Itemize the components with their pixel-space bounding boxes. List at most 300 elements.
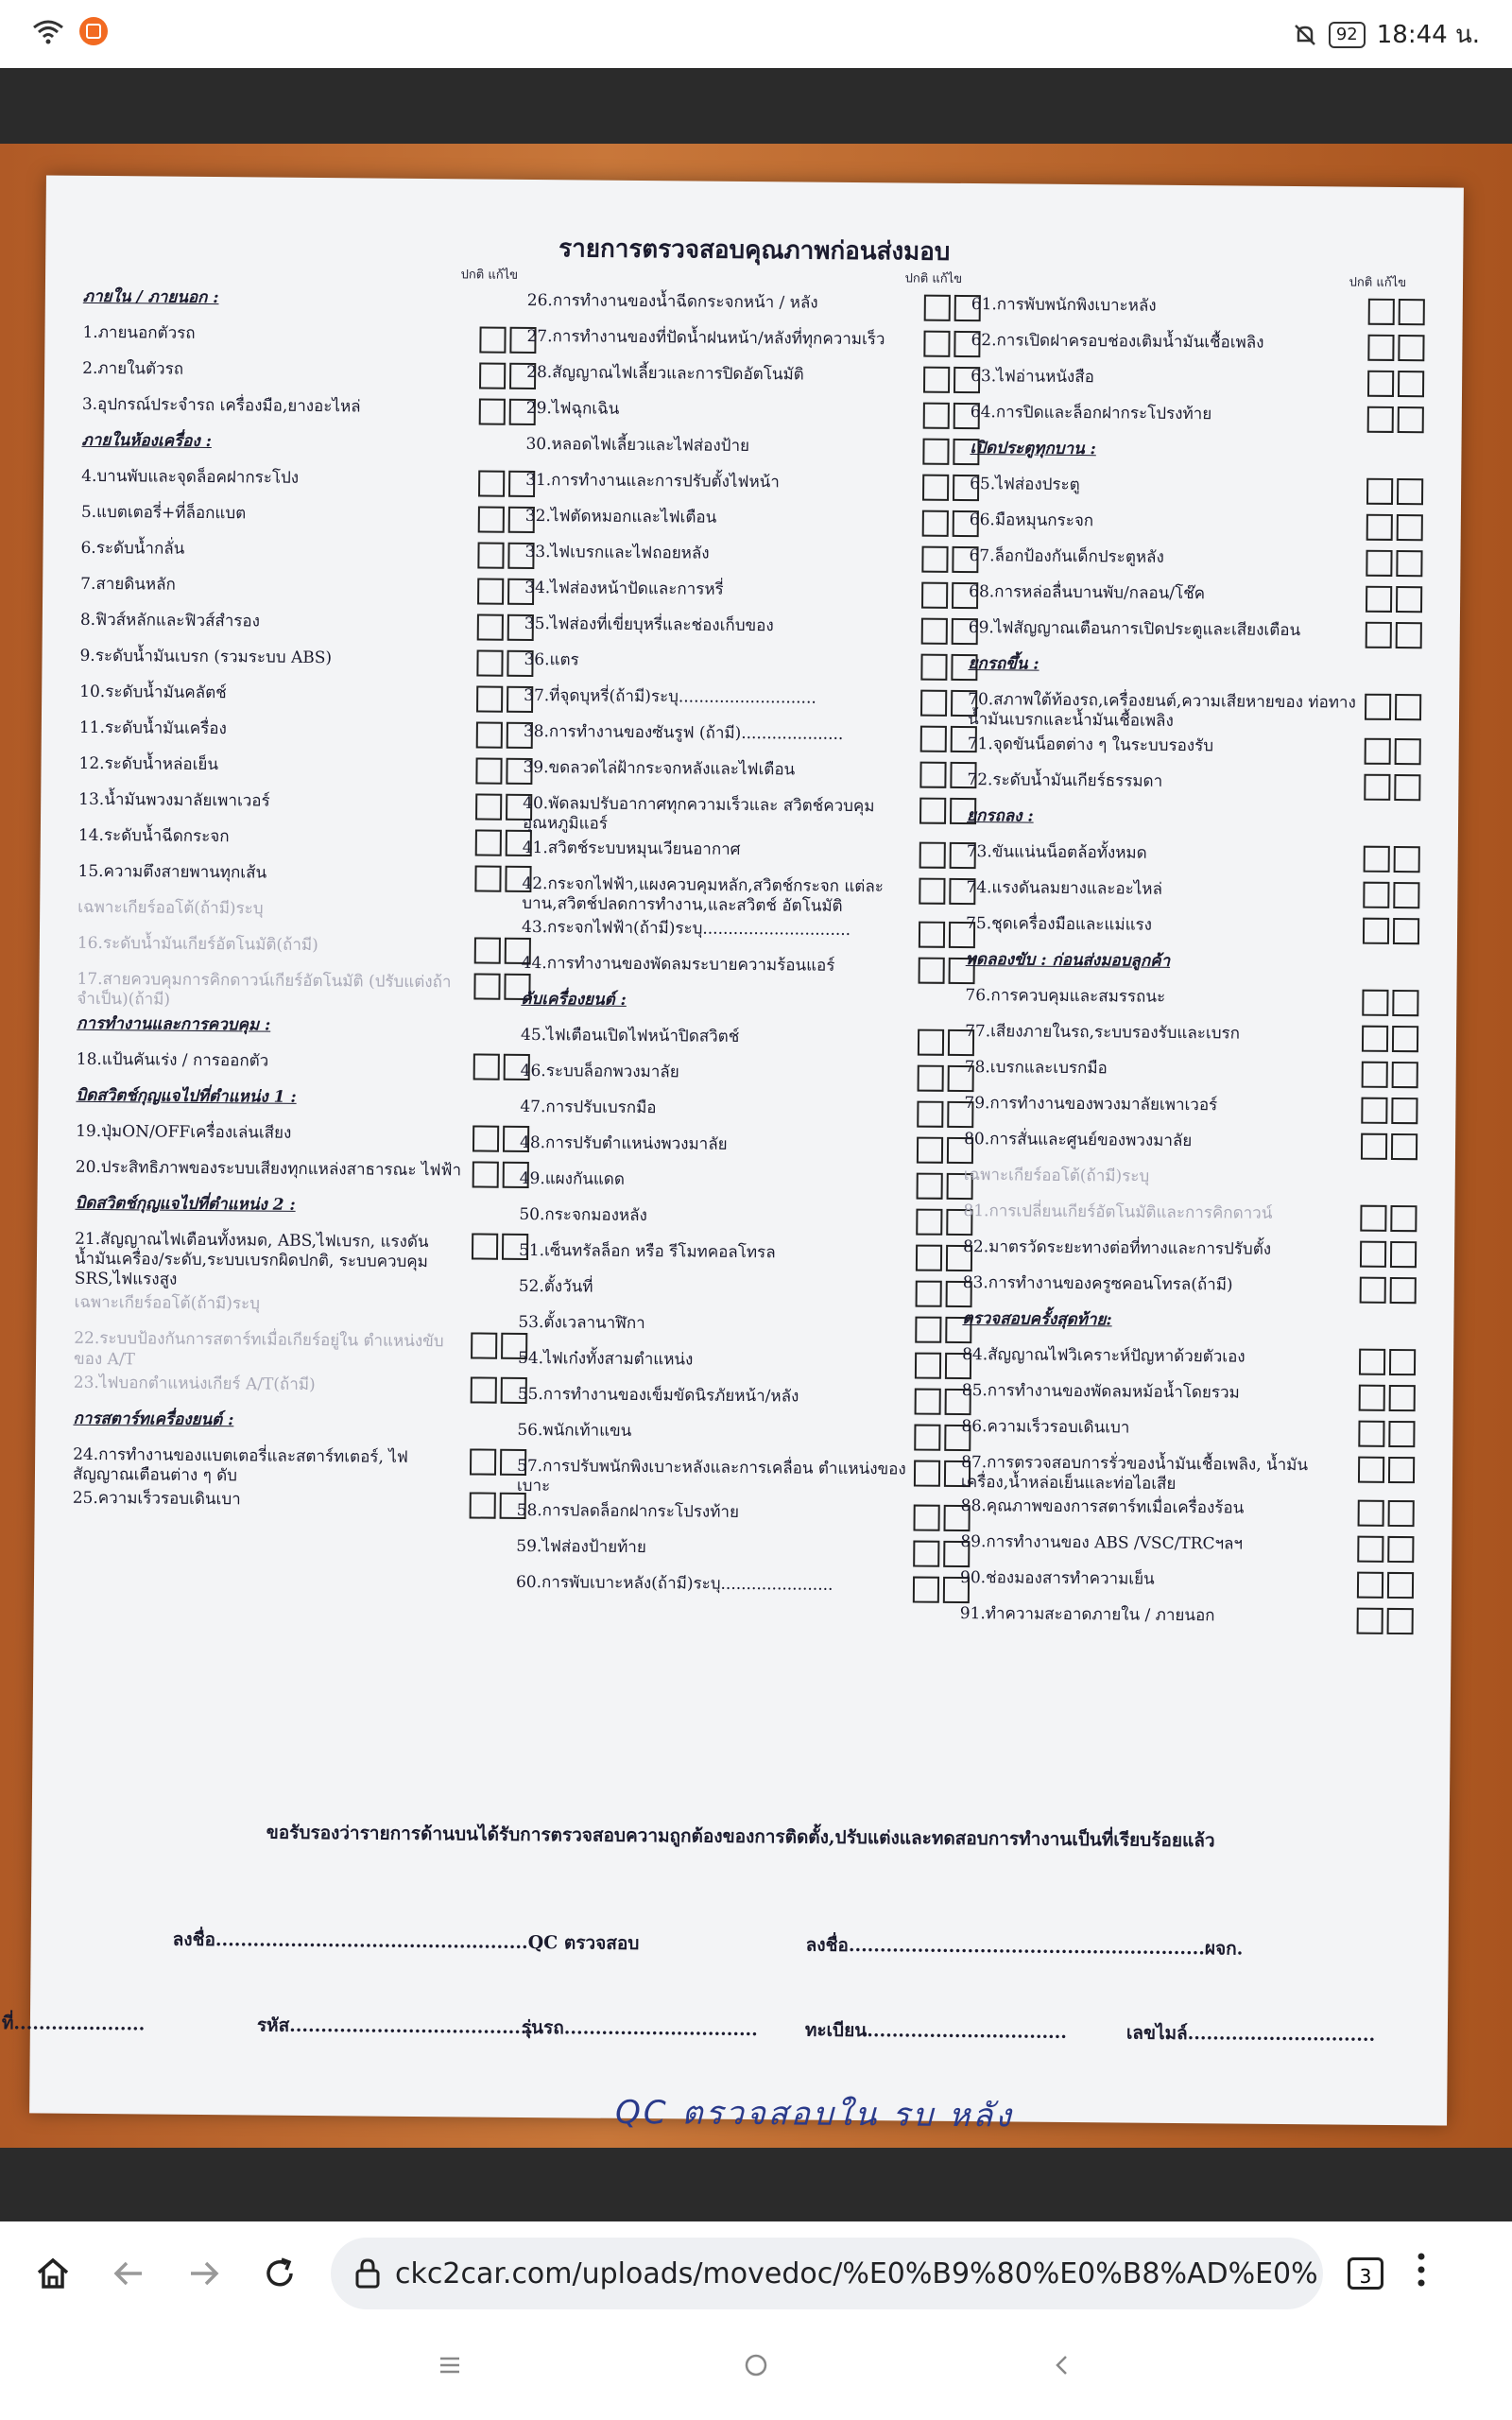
- checkbox-normal: [1367, 335, 1394, 361]
- checklist-item-label: 55.การทำงานของเข็มขัดนิรภัยหน้า/หลัง: [517, 1384, 799, 1407]
- checklist-row: [518, 1383, 971, 1423]
- checkbox-normal: [473, 1053, 500, 1080]
- checklist-row: [971, 365, 1424, 405]
- checkbox-fix: [1395, 694, 1421, 720]
- checklist-item-label: 66.มือหมุนกระจก: [969, 510, 1094, 531]
- checkbox-fix: [1397, 514, 1423, 541]
- checklist-row: [523, 792, 976, 840]
- checklist-row: [965, 984, 1418, 1024]
- checklist-item-label: 80.การสั่นและศูนย์ของพวงมาลัย: [964, 1129, 1193, 1150]
- section-heading: [83, 285, 537, 325]
- checkbox-pair: [1367, 371, 1424, 398]
- checklist-row: [522, 916, 975, 956]
- checklist-item-label: 6.ระดับน้ำกลั่น: [80, 538, 185, 559]
- checkbox-normal: [1364, 845, 1390, 872]
- checklist-item-label: 88.คุณภาพของการสตาร์ทเมื่อเครื่องร้อน: [960, 1495, 1245, 1518]
- checklist-item-label: เฉพาะเกียร์ออโต้(ถ้ามี)ระบุ: [77, 897, 264, 919]
- detail-code: รหัส.......................................: [256, 2014, 534, 2039]
- back-chevron-icon[interactable]: [1049, 2352, 1075, 2378]
- checklist-item-label: 14.ระดับน้ำฉีดกระจก: [77, 825, 230, 847]
- vehicle-detail-line: [1, 2009, 1448, 2046]
- checklist-row: [520, 1060, 973, 1099]
- checkbox-pair: [1359, 1384, 1416, 1411]
- checklist-row: [525, 505, 979, 544]
- checklist-row: [81, 465, 535, 505]
- checklist-item-label: 9.ระดับน้ำมันเบรก (รวมระบบ ABS): [79, 646, 333, 668]
- checklist-row: [524, 541, 978, 580]
- checkbox-pair: [1366, 550, 1422, 578]
- checkbox-normal: [1362, 1025, 1388, 1051]
- checkbox-normal: [921, 618, 948, 645]
- checkbox-normal: [475, 793, 502, 820]
- checklist-row: [961, 1450, 1415, 1498]
- checklist-item-label: 23.ไฟบอกตำแหน่งเกียร์ A/T(ถ้ามี): [73, 1373, 316, 1394]
- checkbox-normal: [924, 295, 951, 321]
- checklist-item-label: การทำงานและการควบคุม :: [77, 1013, 271, 1035]
- checklist-item-label: ทดลองขับ : ก่อนส่งมอบลูกค้า: [965, 949, 1171, 971]
- checkbox-fix: [1390, 1276, 1417, 1303]
- checklist-row: [968, 733, 1421, 772]
- checkbox-fix: [1392, 1061, 1418, 1087]
- checkbox-normal: [1357, 1572, 1383, 1599]
- checklist-item-label: 32.ไฟตัดหมอกและไฟเตือน: [524, 506, 717, 527]
- checklist-row: [82, 393, 536, 433]
- checkbox-pair: [1362, 1061, 1418, 1088]
- checkbox-fix: [1387, 1572, 1414, 1599]
- back-icon[interactable]: [98, 2243, 159, 2304]
- checkbox-pair: [1364, 845, 1420, 873]
- checklist-row: [519, 1275, 972, 1315]
- checklist-item-label: 59.ไฟส่องป้ายท้าย: [516, 1536, 646, 1557]
- checkbox-normal: [479, 398, 506, 424]
- detail-model: รุ่นรถ...............................: [521, 2016, 758, 2041]
- checklist-item-label: 46.ระบบล็อกพวงมาลัย: [520, 1061, 679, 1082]
- reload-icon[interactable]: [249, 2243, 310, 2304]
- checkbox-normal: [1364, 773, 1390, 800]
- checkbox-fix: [1387, 1608, 1414, 1634]
- checkbox-normal: [477, 614, 504, 640]
- checklist-row: [971, 293, 1425, 333]
- checklist-row: [524, 720, 977, 760]
- checkbox-normal: [923, 331, 950, 357]
- checkbox-normal: [1358, 1420, 1384, 1446]
- checkbox-normal: [1360, 1276, 1386, 1303]
- section-heading: [75, 1191, 528, 1231]
- checklist-item-label: ภายในห้องเครื่อง :: [81, 430, 212, 452]
- checklist-item-label: 7.สายดินหลัก: [80, 574, 176, 595]
- address-bar[interactable]: [331, 2238, 1323, 2309]
- checkbox-pair: [1358, 1456, 1415, 1483]
- checklist-item-label: 3.อุปกรณ์ประจำรถ เครื่องมือ,ยางอะไหล่: [81, 394, 361, 417]
- checklist-item-label: 45.ไฟเตือนเปิดไฟหน้าปิดสวิตช์: [520, 1025, 740, 1046]
- checklist-row: [971, 329, 1424, 369]
- image-viewer[interactable]: [0, 68, 1512, 2221]
- checklist-item-label: การสตาร์ทเครื่องยนต์ :: [73, 1409, 234, 1430]
- checklist-item-label: 25.ความเร็วรอบเดินเบา: [72, 1489, 241, 1510]
- handwritten-note: QC ตรวจสอบใน รบ หลัง: [614, 2093, 1014, 2135]
- checkbox-normal: [1366, 514, 1393, 541]
- checklist-row: [518, 1347, 971, 1387]
- checklist-item-label: 60.การพับเบาะหลัง(ถ้ามี)ระบุ......................: [515, 1572, 833, 1595]
- checkbox-fix: [1398, 371, 1424, 397]
- checklist-row: [77, 1047, 530, 1087]
- checklist-row: [82, 357, 536, 397]
- checkbox-pair: [1360, 1276, 1417, 1304]
- section-heading: [968, 652, 1421, 692]
- tabs-icon[interactable]: 3: [1348, 2257, 1383, 2290]
- checklist-item-label: 47.การปรับเบรกมือ: [520, 1097, 657, 1118]
- checkbox-normal: [475, 829, 502, 856]
- checklist-row: [964, 1128, 1418, 1167]
- checkbox-normal: [1365, 694, 1391, 720]
- checkbox-normal: [471, 1333, 497, 1359]
- checkbox-normal: [1366, 550, 1392, 577]
- checkbox-pair: [1357, 1572, 1414, 1599]
- checklist-row: [73, 1487, 526, 1527]
- checklist-item-label: 53.ตั้งเวลานาฬิกา: [518, 1312, 645, 1334]
- url-text[interactable]: ckc2car.com/uploads/movedoc/%E0%B9%80%E0%B8%AD%E0%: [395, 2256, 1318, 2290]
- section-heading: [967, 804, 1420, 844]
- checklist-item-label: 72.ระดับน้ำมันเกียร์ธรรมดา: [967, 769, 1163, 791]
- checklist-item-label: 17.สายควบคุมการคิกดาวน์เกียร์อัตโนมัติ (ปรับแต่งถ้าจำเป็น)(ถ้ามี): [77, 969, 452, 1010]
- checkbox-normal: [922, 439, 949, 465]
- menu-icon[interactable]: [1416, 2251, 1427, 2297]
- checkbox-normal: [915, 1317, 941, 1343]
- column-header: ปกติ แก้ไข: [1349, 275, 1407, 291]
- checkbox-pair: [1360, 1240, 1417, 1268]
- checkbox-normal: [922, 475, 949, 501]
- checkbox-normal: [1359, 1384, 1385, 1410]
- checkbox-fix: [1398, 406, 1424, 433]
- checklist-item-label: 54.ไฟเก๋งทั้งสามตำแหน่ง: [517, 1348, 694, 1370]
- checklist-item-label: 18.แป้นคันเร่ง / การออกตัว: [76, 1049, 269, 1071]
- checkbox-pair: [1363, 917, 1419, 944]
- checkbox-normal: [917, 1101, 943, 1128]
- checklist-item-label: 85.การทำงานของพัดลมหม้อน้ำโดยรวม: [961, 1380, 1240, 1403]
- checkbox-normal: [917, 1137, 943, 1164]
- checklist-row: [517, 1419, 971, 1459]
- checklist-item-label: 74.แรงดันลมยางและอะไหล่: [966, 877, 1163, 899]
- checkbox-normal: [1362, 989, 1388, 1015]
- checklist-item-label: 90.ช่องมองสารทำความเย็น: [959, 1567, 1155, 1589]
- checklist-item-label: 34.ไฟส่องหน้าปัดและการหรี่: [524, 578, 724, 599]
- forward-icon[interactable]: [174, 2243, 234, 2304]
- checklist-row: [79, 681, 533, 720]
- checklist-row: [78, 788, 532, 828]
- checkbox-fix: [1392, 989, 1418, 1015]
- checklist-item-label: ตรวจสอบครั้งสุดท้าย:: [962, 1308, 1112, 1329]
- checkbox-fix: [1393, 917, 1419, 943]
- section-heading: [76, 1083, 529, 1123]
- checkbox-fix: [1392, 1025, 1418, 1051]
- checkbox-pair: [1361, 1097, 1418, 1124]
- checklist-item-label: 65.ไฟส่องประตู: [970, 475, 1080, 495]
- checklist-item-label: 62.การเปิดฝาครอบช่องเติมน้ำมันเชื้อเพลิง: [971, 331, 1264, 353]
- checklist-item-label: 76.การควบคุมและสมรรถนะ: [965, 985, 1166, 1007]
- checkbox-normal: [913, 1576, 939, 1602]
- lock-icon[interactable]: [353, 2257, 382, 2290]
- checklist-item-label: 81.การเปลี่ยนเกียร์อัตโนมัติและการคิกดาวน์: [963, 1201, 1273, 1223]
- checkbox-normal: [916, 1281, 942, 1307]
- checklist-item-label: ภายใน / ภายนอก :: [82, 286, 219, 308]
- checkbox-normal: [1357, 1608, 1383, 1634]
- checkbox-normal: [1366, 478, 1393, 505]
- checklist-row: [964, 1092, 1418, 1132]
- checklist-row: [516, 1570, 970, 1610]
- manager-signature-line: ลงชื่อ.........................................................ผจก.: [805, 1934, 1244, 1960]
- checklist-row: [77, 860, 531, 900]
- checkbox-normal: [472, 1233, 498, 1259]
- checklist-item-label: 82.มาตรวัดระยะทางต่อที่ทางและการปรับตั้ง: [963, 1236, 1272, 1259]
- checklist-row: [75, 1227, 529, 1295]
- checklist-item-label: 57.การปรับพนักพิงเบาะหลังและการเคลื่อน ตำแหน่งของเบาะ: [516, 1456, 906, 1496]
- checkbox-normal: [1366, 622, 1392, 648]
- checklist-item-label: เฉพาะเกียร์ออโต้(ถ้ามี)ระบุ: [74, 1293, 261, 1314]
- checkbox-normal: [478, 506, 505, 532]
- checkbox-normal: [913, 1540, 939, 1566]
- checkbox-normal: [1361, 1097, 1387, 1123]
- wifi-question-icon: [32, 18, 64, 44]
- checklist-item-label: 21.สัญญาณไฟเตือนทั้งหมด, ABS,ไฟเบรก, แรงดันน้ำมันเครื่อง/ระดับ,ระบบเบรกผิดปกติ, ระบบควบคุม SRS,ไฟแรงสูง: [74, 1229, 429, 1289]
- column-header: ปกติ แก้ไข: [460, 268, 519, 283]
- checklist-row: [971, 401, 1424, 441]
- checkbox-pair: [1359, 1348, 1416, 1375]
- checklist-row: [80, 537, 534, 577]
- checkbox-normal: [1368, 299, 1395, 325]
- checkbox-normal: [474, 937, 501, 963]
- checklist-row: [967, 769, 1420, 808]
- checkbox-normal: [479, 363, 506, 389]
- section-heading: [81, 429, 535, 469]
- checklist-row: [81, 501, 535, 541]
- home-icon[interactable]: [23, 2243, 83, 2304]
- checklist-item-label: 41.สวิตช์ระบบหมุนเวียนอากาศ: [522, 838, 741, 859]
- checklist-row: [525, 469, 979, 509]
- checklist-row: [521, 952, 974, 992]
- checkbox-normal: [920, 690, 947, 717]
- checklist-row: [523, 836, 976, 875]
- checkbox-fix: [1390, 1204, 1417, 1231]
- checklist-row: [970, 473, 1423, 512]
- checklist-item-label: 64.การปิดและล็อกฝากระโปรงท้าย: [970, 403, 1212, 424]
- checklist-row: [966, 876, 1419, 916]
- checklist-item-label: 8.ฟิวส์หลักและฟิวส์สำรอง: [79, 610, 261, 631]
- checklist-row: [526, 397, 980, 437]
- battery-icon: 92: [1329, 22, 1366, 48]
- checklist-item-label: บิดสวิตช์กุญแจไปที่ตำแหน่ง 2 :: [75, 1193, 296, 1215]
- checklist-item-label: 36.แตร: [524, 649, 579, 670]
- checklist-item-label: 78.เบรกและเบรกมือ: [964, 1057, 1108, 1078]
- checkbox-pair: [1362, 1025, 1418, 1052]
- checkbox-fix: [1398, 335, 1424, 361]
- checkbox-normal: [919, 922, 945, 948]
- checklist-row: [520, 1096, 973, 1135]
- checkbox-pair: [1366, 586, 1422, 614]
- checkbox-fix: [1396, 622, 1422, 648]
- checklist-item-label: 44.การทำงานของพัดลมระบายความร้อนแอร์: [521, 953, 835, 976]
- checklist-row: [74, 1372, 527, 1411]
- checklist-item-label: 24.การทำงานของแบตเตอรี่และสตาร์ทเตอร์, ไฟสัญญาณเตือนต่าง ๆ ดับ: [72, 1444, 408, 1486]
- checklist-row: [77, 896, 531, 936]
- checklist-item-label: 30.หลอดไฟเลี้ยวและไฟส่องป้าย: [525, 434, 750, 456]
- checklist-item-label: 33.ไฟเบรกและไฟถอยหลัง: [524, 542, 710, 563]
- checkbox-normal: [477, 578, 504, 604]
- checkbox-normal: [472, 1161, 499, 1187]
- checkbox-fix: [1388, 1420, 1415, 1446]
- browser-toolbar: [0, 2221, 1512, 2325]
- notification-icon: [79, 17, 108, 45]
- document-title: รายการตรวจสอบคุณภาพก่อนส่งมอบ: [558, 234, 951, 267]
- checklist-row: [76, 1119, 529, 1159]
- checkbox-fix: [1388, 1456, 1415, 1482]
- checkbox-fix: [1394, 845, 1420, 872]
- checklist-row: [73, 1443, 526, 1492]
- section-heading: [521, 988, 974, 1028]
- system-navigation-bar: [0, 2325, 1512, 2420]
- checkbox-fix: [1390, 1240, 1417, 1267]
- checklist-item-label: 39.ขดลวดไล่ฝ้ากระจกหลังและไฟเตือน: [523, 757, 796, 780]
- checkbox-pair: [1365, 737, 1421, 765]
- checklist-row: [519, 1239, 972, 1279]
- checkbox-pair: [1366, 514, 1423, 542]
- checkbox-fix: [1388, 1500, 1415, 1527]
- checkbox-normal: [914, 1425, 940, 1451]
- checkbox-fix: [1391, 1132, 1418, 1159]
- checklist-row: [522, 872, 975, 920]
- checkbox-pair: [1358, 1500, 1415, 1528]
- checklist-row: [520, 1132, 973, 1171]
- checkbox-normal: [920, 654, 947, 681]
- checkbox-normal: [1366, 586, 1392, 613]
- checkbox-pair: [1367, 406, 1424, 434]
- checklist-row: [963, 1236, 1417, 1275]
- checklist-item-label: 84.สัญญาณไฟวิเคราะห์ปัญหาด้วยตัวเอง: [962, 1344, 1246, 1367]
- checkbox-normal: [914, 1461, 940, 1487]
- checkbox-normal: [1367, 371, 1394, 397]
- detail-mileage: เลขไมล์..............................: [1125, 2022, 1376, 2046]
- checklist-row: [77, 932, 531, 972]
- checklist-item-label: 1.ภายนอกตัวรถ: [82, 322, 196, 343]
- checklist-row: [82, 321, 536, 361]
- checklist-row: [969, 544, 1422, 584]
- checkbox-pair: [1362, 989, 1418, 1016]
- checklist-row: [521, 1024, 974, 1063]
- checkbox-fix: [1389, 1348, 1416, 1374]
- checklist-row: [970, 509, 1423, 548]
- checkbox-normal: [918, 1065, 944, 1092]
- checklist-row: [965, 1056, 1418, 1096]
- checklist-row: [963, 1200, 1417, 1239]
- checklist-item-label: 56.พนักเท้าแขน: [517, 1420, 632, 1441]
- checkbox-normal: [919, 841, 946, 868]
- checklist-item-label: ดับเครื่องยนต์ :: [521, 989, 627, 1010]
- status-bar: [0, 0, 1512, 68]
- checklist-item-label: 50.กระจกมองหลัง: [519, 1204, 647, 1226]
- checklist-item-label: 79.การทำงานของพวงมาลัยเพาเวอร์: [964, 1093, 1218, 1115]
- checklist-item-label: 52.ตั้งวันที่: [518, 1276, 593, 1297]
- checkbox-normal: [471, 1376, 497, 1403]
- checklist-row: [961, 1495, 1415, 1534]
- checklist-item-label: เฉพาะเกียร์ออโต้(ถ้ามี)ระบุ: [963, 1165, 1150, 1186]
- checklist-item-label: 4.บานพับและจุดล็อคฝากระโปง: [81, 466, 300, 488]
- checkbox-fix: [1394, 773, 1420, 800]
- checkbox-normal: [473, 973, 500, 999]
- checklist-row: [966, 912, 1419, 952]
- checkbox-normal: [472, 1125, 499, 1151]
- checkbox-normal: [477, 542, 504, 568]
- checkbox-pair: [1358, 1420, 1415, 1447]
- checklist-item-label: 16.ระดับน้ำมันเกียร์อัตโนมัติ(ถ้ามี): [77, 933, 318, 956]
- checklist-item-label: 27.การทำงานของที่ปัดน้ำฝนหน้า/หลังที่ทุกความเร็ว: [526, 326, 885, 350]
- checkbox-normal: [475, 757, 502, 784]
- checkbox-pair: [1366, 622, 1422, 649]
- checklist-item-label: 26.การทำงานของน้ำฉีดกระจกหน้า / หลัง: [526, 290, 818, 313]
- checklist-item-label: 15.ความตึงสายพานทุกเส้น: [77, 861, 267, 883]
- checklist-row: [524, 648, 977, 688]
- checklist-row: [526, 325, 980, 365]
- checklist-row: [520, 1167, 973, 1207]
- checkbox-fix: [1396, 586, 1422, 613]
- checklist-paper: [1, 175, 1464, 2135]
- checklist-item-label: 51.เซ็นทรัลล็อก หรือ รีโมทคอลโทรล: [518, 1240, 776, 1263]
- checklist-item-label: 63.ไฟอ่านหนังสือ: [971, 367, 1094, 388]
- checkbox-fix: [1396, 550, 1422, 577]
- checklist-item-label: 89.การทำงานของ ABS /VSC/TRCฯลฯ: [960, 1531, 1244, 1554]
- checkbox-normal: [479, 327, 506, 354]
- checkbox-normal: [919, 958, 945, 984]
- checkbox-normal: [1363, 917, 1389, 943]
- checklist-item-label: 20.ประสิทธิภาพของระบบเสียงทุกแหล่งสาธารณะ ไฟฟ้า: [75, 1157, 462, 1180]
- checkbox-normal: [922, 510, 949, 537]
- checklist-item-label: 83.การทำงานของครูซคอนโทรล(ถ้ามี): [962, 1272, 1233, 1294]
- checkbox-fix: [1389, 1384, 1416, 1410]
- checklist-item-label: ยกรถขึ้น :: [968, 654, 1040, 674]
- section-heading: [970, 437, 1423, 476]
- checklist-row: [968, 688, 1421, 736]
- checklist-item-label: 61.การพับพนักพิงเบาะหลัง: [971, 295, 1157, 316]
- checkbox-normal: [1358, 1456, 1384, 1482]
- certification-text: ขอรับรองว่ารายการด้านบนได้รับการตรวจสอบความถูกต้องของการติดตั้ง,ปรับแต่งและทดสอบการทำงานเป็นที่เรียบร้อยแล้ว: [266, 1822, 1215, 1852]
- checkbox-normal: [919, 798, 946, 824]
- checklist-item-label: 40.พัดลมปรับอากาศทุกความเร็วและ สวิตช์ควบคุมอุณหภูมิแอร์: [522, 793, 875, 834]
- checkbox-normal: [916, 1209, 942, 1236]
- checklist-item-label: 67.ล็อกป้องกันเด็กประตูหลัง: [969, 546, 1164, 567]
- document-photo: [0, 144, 1512, 2148]
- checklist-item-label: 68.การหล่อลื่นบานพับ/กลอน/โช๊ค: [969, 582, 1206, 604]
- checklist-row: [969, 616, 1422, 656]
- checklist-item-label: 77.เสียงภายในรถ,ระบบรองรับและเบรก: [965, 1021, 1241, 1044]
- checklist-row: [960, 1566, 1414, 1606]
- checklist-item-label: 48.การปรับตำแหน่งพวงมาลัย: [519, 1132, 728, 1154]
- checkbox-pair: [1361, 1132, 1418, 1160]
- checkbox-normal: [919, 877, 945, 904]
- checklist-row: [524, 613, 978, 652]
- checklist-item-label: 73.ขันแน่นน็อตล้อทั้งหมด: [966, 841, 1147, 863]
- checkbox-pair: [1357, 1536, 1414, 1564]
- checkbox-pair: [1365, 694, 1421, 721]
- home-circle-icon[interactable]: [743, 2352, 769, 2378]
- checklist-row: [960, 1530, 1414, 1570]
- checklist-item-label: 35.ไฟส่องที่เขี่ยบุหรี่และช่องเก็บของ: [524, 614, 774, 636]
- checkbox-pair: [1364, 773, 1420, 801]
- checklist-row: [518, 1311, 971, 1351]
- checkbox-normal: [915, 1389, 941, 1415]
- recents-icon[interactable]: [437, 2352, 463, 2378]
- mute-bell-icon: [1293, 23, 1317, 47]
- checkbox-normal: [474, 865, 501, 891]
- checklist-row: [967, 840, 1420, 880]
- checklist-item-label: ยกรถลง :: [967, 805, 1034, 826]
